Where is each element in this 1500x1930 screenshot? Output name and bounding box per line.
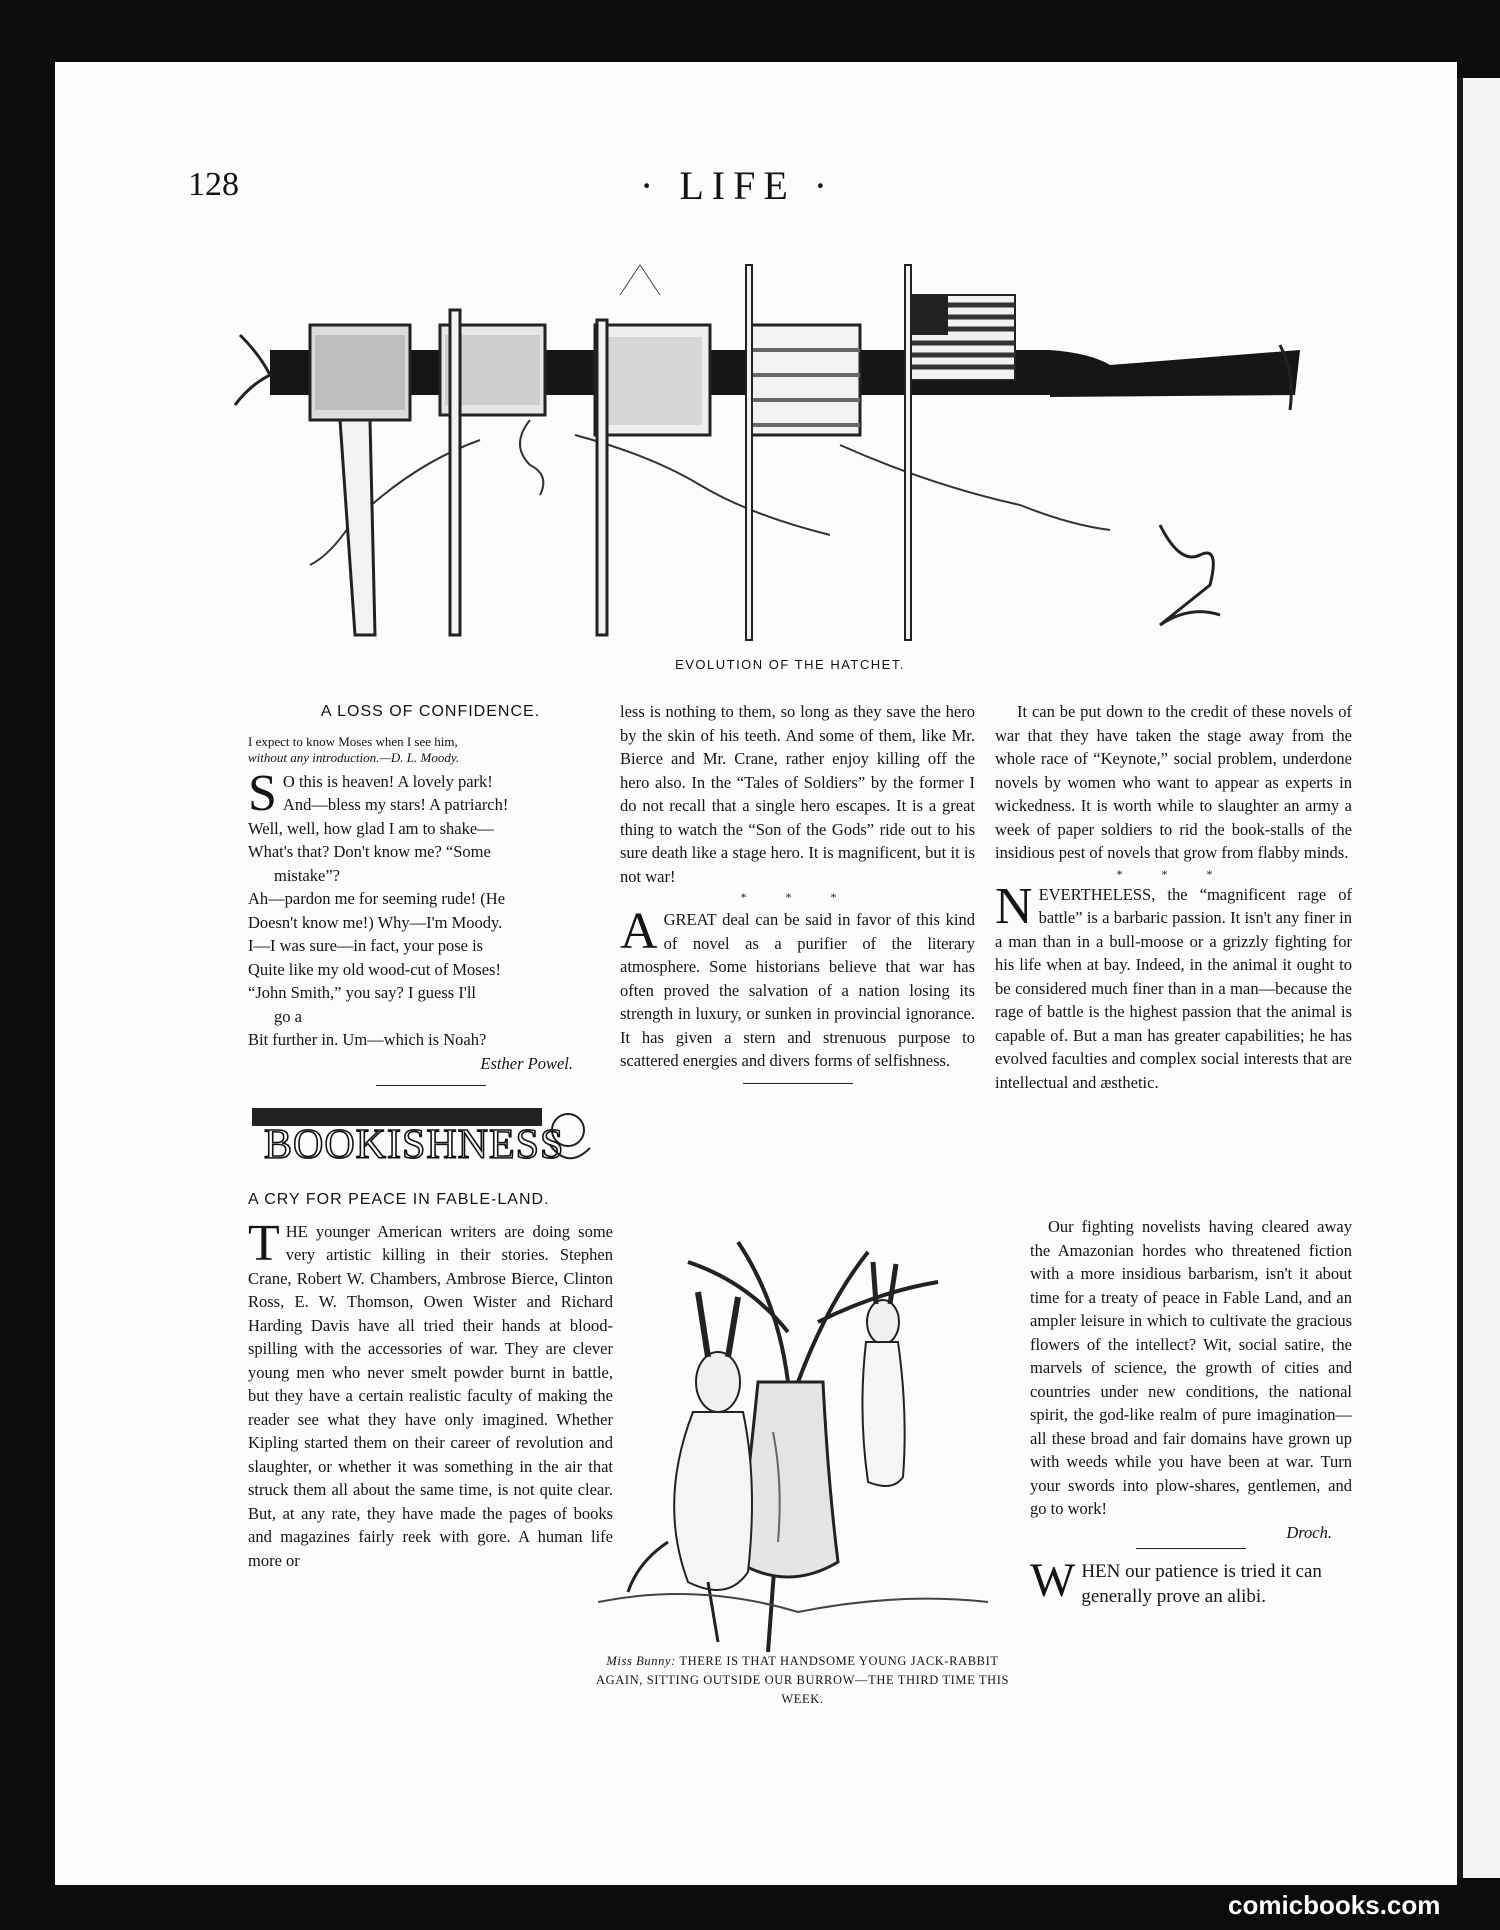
article-paragraph: Our fighting novelists having cleared away the Amazonian hordes who threatened fiction with a more insidious barbarism, isn't it about time for a treaty of peace in Fable Land, and an ampler leisure in which to cultivate the gracious flowers of the intellect? Wit, social satire, the marvels of science, the growth of cities and countries under new conditions, the national spirit, the god-like realm of pure imagination—all these broad and fair domains have grown up with weeds while you have been at war. Turn your swords into plow-shares, gentlemen, and go to work! [1030,1217,1352,1518]
poem-line: “John Smith,” you say? I guess I'll [248,983,476,1002]
section-stars: * * * [740,890,855,904]
article-column-3 [995,700,1352,1094]
poem-epigraph [248,734,613,766]
drop-cap: W [1030,1554,1076,1607]
article-title: A CRY FOR PEACE IN FABLE-LAND. [248,1191,550,1208]
drop-cap: S [248,764,277,822]
drop-cap: T [248,1214,280,1272]
hatchet-2 [440,310,545,635]
epigraph-line: I expect to know Moses when I see him, [248,733,458,749]
facing-page-edge [1457,78,1500,1878]
source-watermark: comicbooks.com [1228,1890,1441,1920]
masthead: · LIFE · [640,163,836,208]
poem-line: Quite like my old wood-cut of Moses! [248,959,501,979]
poem-line: Well, well, how glad I am to shake— [248,818,494,838]
poem-line: What's that? Don't know me? “Some [248,842,491,861]
illustration-caption: EVOLUTION OF THE HATCHET. [675,657,905,672]
divider [376,1085,486,1086]
poem-line: And—bless my stars! A patriarch! [282,795,509,814]
bookishness-banner [250,1100,600,1172]
article-column-2 [620,700,975,1094]
caption-speaker: Miss Bunny: [606,1654,676,1668]
paragraph-text: GREAT deal can be said in favor of this kind of novel as a purifier of the literary atmosphere. Some historians believe that war has often proved the salvation of a nation losing its strength in luxury, or sunken in provincial ignorance. It has given a stern and strenuous purpose to scattered energies and divers forms of selfishness. [620,910,975,1070]
article-paragraph [620,903,975,1073]
artist-monogram [1160,525,1220,625]
article-paragraph: It can be put down to the credit of these novels of war that they have taken the stage away from the whole race of “Keynote,” social problem, underdone novels by women who want to appear as experts in wickedness. It is worth while to slaughter an army a week of paper soldiers to rid the book-stalls of the insidious pest of novels that grow from flabby minds. [995,702,1352,862]
divider [743,1083,853,1084]
poem-line: Ah—pardon me for seeming rude! (He [248,889,506,908]
quip-text: HEN our patience is tried it can generally prove an alibi. [1081,1561,1322,1607]
drop-cap: N [995,877,1033,935]
poem-line: Doesn't know me!) Why—I'm Moody. [248,912,503,932]
cartoon-caption [595,1652,1010,1709]
poem-line: go a [274,1006,302,1026]
rabbit-left [628,1292,752,1642]
section-stars: * * * [1116,866,1231,881]
caption-text: THERE IS THAT HANDSOME YOUNG JACK-RABBIT AGAIN, SITTING OUTSIDE OUR BURROW—THE THIRD TIME THIS WEEK. [595,1654,1010,1706]
poem-column [248,700,613,1096]
epigraph-line: without any introduction.—D. L. Moody. [248,749,460,765]
hatchet-illustration [230,225,1300,655]
divider [1136,1548,1246,1549]
hatchet-flag-3 [595,265,710,635]
article-paragraph [995,877,1352,1095]
american-flag [905,265,1015,640]
article-column-1 [248,1188,613,1572]
poem-line: Bit further in. Um—which is Noah? [248,1030,487,1049]
closing-quip [1030,1554,1352,1609]
hatchet-1 [310,325,410,635]
poem-line: O this is heaven! A lovely park! [282,771,493,791]
poem-author: Esther Powel. [480,1053,573,1073]
banner-text: BOOKISHNESS [264,1122,565,1168]
poem-title: A LOSS OF CONFIDENCE. [320,703,541,720]
rabbits-illustration [598,1182,988,1652]
flag-4 [746,265,860,640]
drop-cap: A [620,903,658,960]
page-number: 128 [188,166,239,203]
poem-body [248,764,613,1052]
article-paragraph [248,1214,613,1573]
article-author: Droch. [1286,1522,1332,1542]
poem-line: I—I was sure—in fact, your pose is [248,936,484,955]
article-column-3-continued [1030,1215,1352,1609]
poem-line: mistake”? [274,865,340,885]
paragraph-text: HE younger American writers are doing some very artistic killing in their stories. Stephen Crane, Robert W. Chambers, Ambrose Bierce, Clinton Ross, E. W. Thomson, Owen Wister and Richard Harding Davis have all tried their hands at blood-spilling with the accessories of war. They are clever young men who never smelt powder burnt in battle, but they have a certain realistic faculty of making the reader see what they have only imagined. Whether Kipling started them on their career of revolution and slaughter, or whether it was something in the air that struck them all about the same time, is not quite clear. But, at any rate, they have made the pages of books and magazines fairly reek with gore. A human life more or [248,1221,613,1570]
paragraph-text: EVERTHELESS, the “magnificent rage of battle” is a barbaric passion. It isn't any finer in a man than in a bull-moose or a grizzly fighting for his life when at bay. Indeed, in the animal it ought to be considered much finer than in a man—because the rage of battle is the highest passion that the animal is capable of. But a man has greater capabilities; he has evolved faculties and complex social interests that are intellectual and æsthetic. [995,884,1352,1092]
article-paragraph: less is nothing to them, so long as they save the hero by the skin of his teeth. And some of them, like Mr. Bierce and Mr. Crane, rather enjoy killing off the hero also. In the “Tales of Soldiers” by the former I do not recall that a single hero escapes. It is a great thing to watch the “Son of the Gods” ride out to his sure death like a stage hero. It is magnificent, but it is not war! [620,702,975,886]
